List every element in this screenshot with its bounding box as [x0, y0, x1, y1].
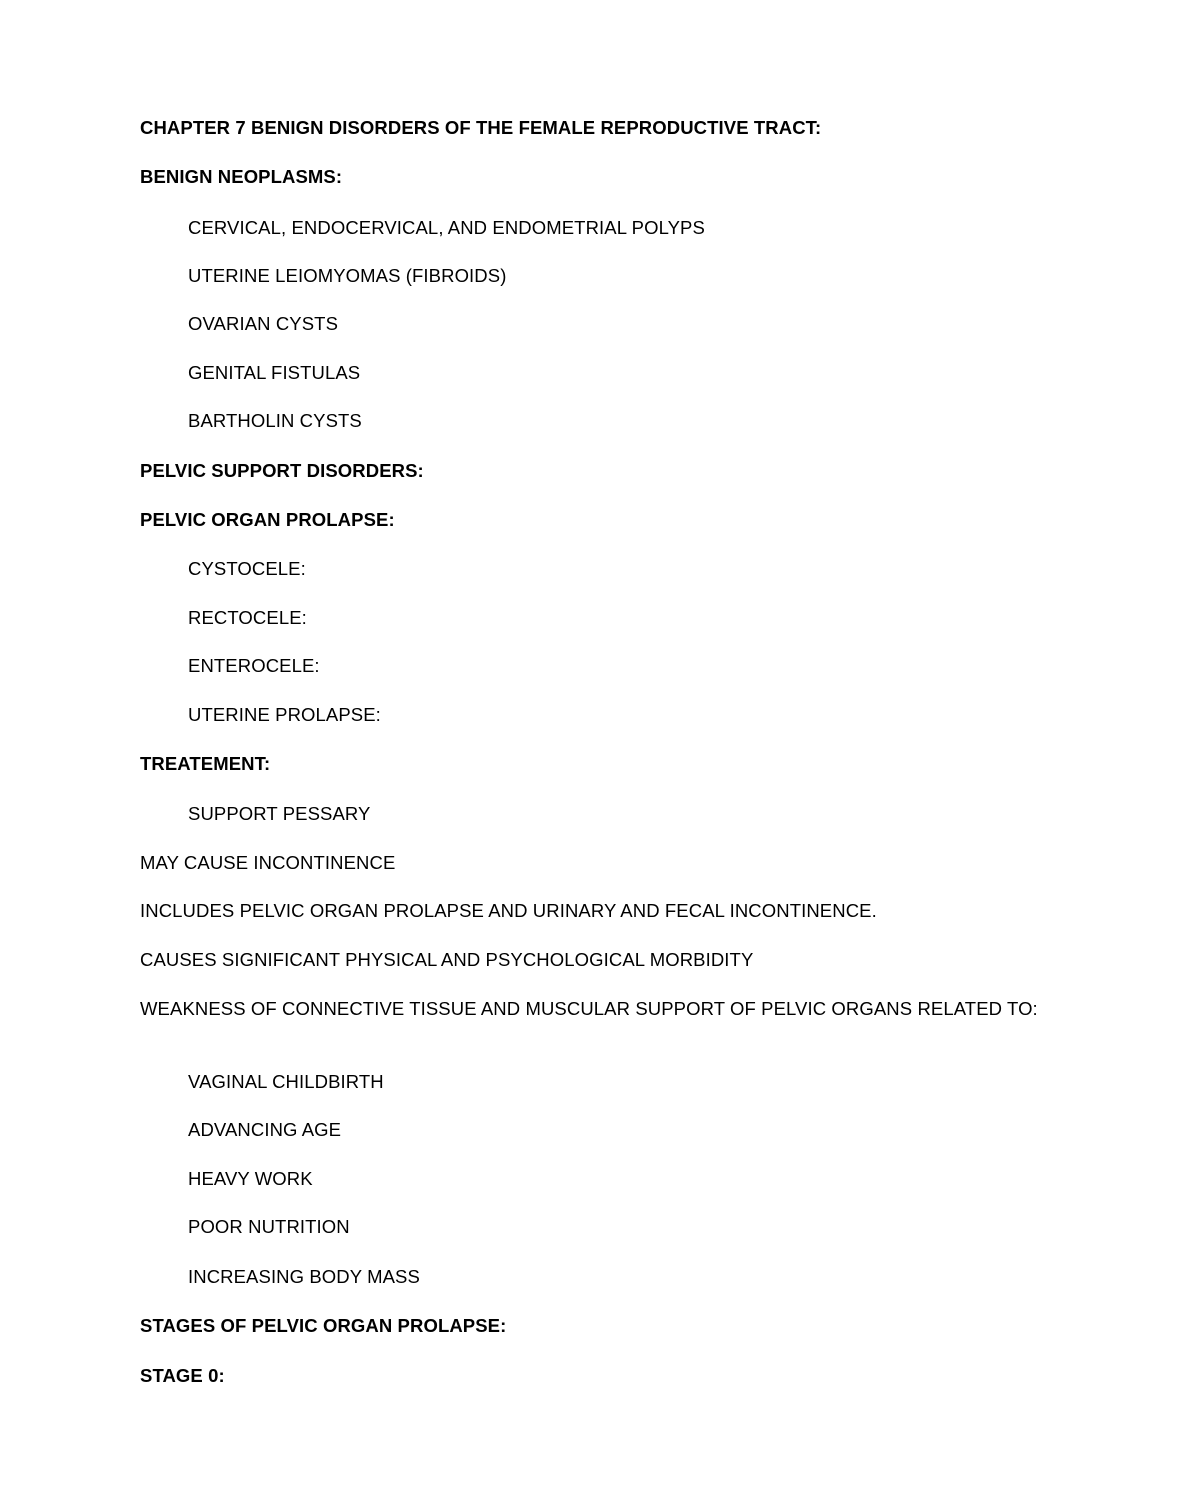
- list-item: BARTHOLIN CYSTS: [188, 410, 362, 431]
- paragraph: INCLUDES PELVIC ORGAN PROLAPSE AND URINARY AND FECAL INCONTINENCE.: [140, 900, 877, 921]
- list-item: CYSTOCELE:: [188, 558, 306, 579]
- section-heading-treatment: TREATEMENT:: [140, 753, 271, 774]
- section-heading-pelvic-organ-prolapse: PELVIC ORGAN PROLAPSE:: [140, 509, 395, 530]
- list-item: RECTOCELE:: [188, 607, 307, 628]
- list-item: ADVANCING AGE: [188, 1119, 342, 1140]
- list-item: UTERINE PROLAPSE:: [188, 704, 381, 725]
- list-item: CERVICAL, ENDOCERVICAL, AND ENDOMETRIAL POLYPS: [188, 217, 705, 238]
- list-item: OVARIAN CYSTS: [188, 313, 339, 334]
- section-heading-stages: STAGES OF PELVIC ORGAN PROLAPSE:: [140, 1315, 507, 1336]
- paragraph: MAY CAUSE INCONTINENCE: [140, 852, 396, 873]
- paragraph: WEAKNESS OF CONNECTIVE TISSUE AND MUSCULAR SUPPORT OF PELVIC ORGANS RELATED TO:: [140, 998, 1038, 1019]
- list-item: POOR NUTRITION: [188, 1216, 350, 1237]
- section-heading-benign-neoplasms: BENIGN NEOPLASMS:: [140, 166, 343, 187]
- list-item: SUPPORT PESSARY: [188, 803, 371, 824]
- list-item: GENITAL FISTULAS: [188, 362, 361, 383]
- section-heading-pelvic-support: PELVIC SUPPORT DISORDERS:: [140, 460, 424, 481]
- stage-heading: STAGE 0:: [140, 1365, 225, 1386]
- list-item: VAGINAL CHILDBIRTH: [188, 1071, 384, 1092]
- list-item: HEAVY WORK: [188, 1168, 313, 1189]
- list-item: UTERINE LEIOMYOMAS (FIBROIDS): [188, 265, 507, 286]
- chapter-title: CHAPTER 7 BENIGN DISORDERS OF THE FEMALE REPRODUCTIVE TRACT:: [140, 117, 822, 138]
- list-item: INCREASING BODY MASS: [188, 1266, 420, 1287]
- list-item: ENTEROCELE:: [188, 655, 320, 676]
- paragraph: CAUSES SIGNIFICANT PHYSICAL AND PSYCHOLOGICAL MORBIDITY: [140, 949, 754, 970]
